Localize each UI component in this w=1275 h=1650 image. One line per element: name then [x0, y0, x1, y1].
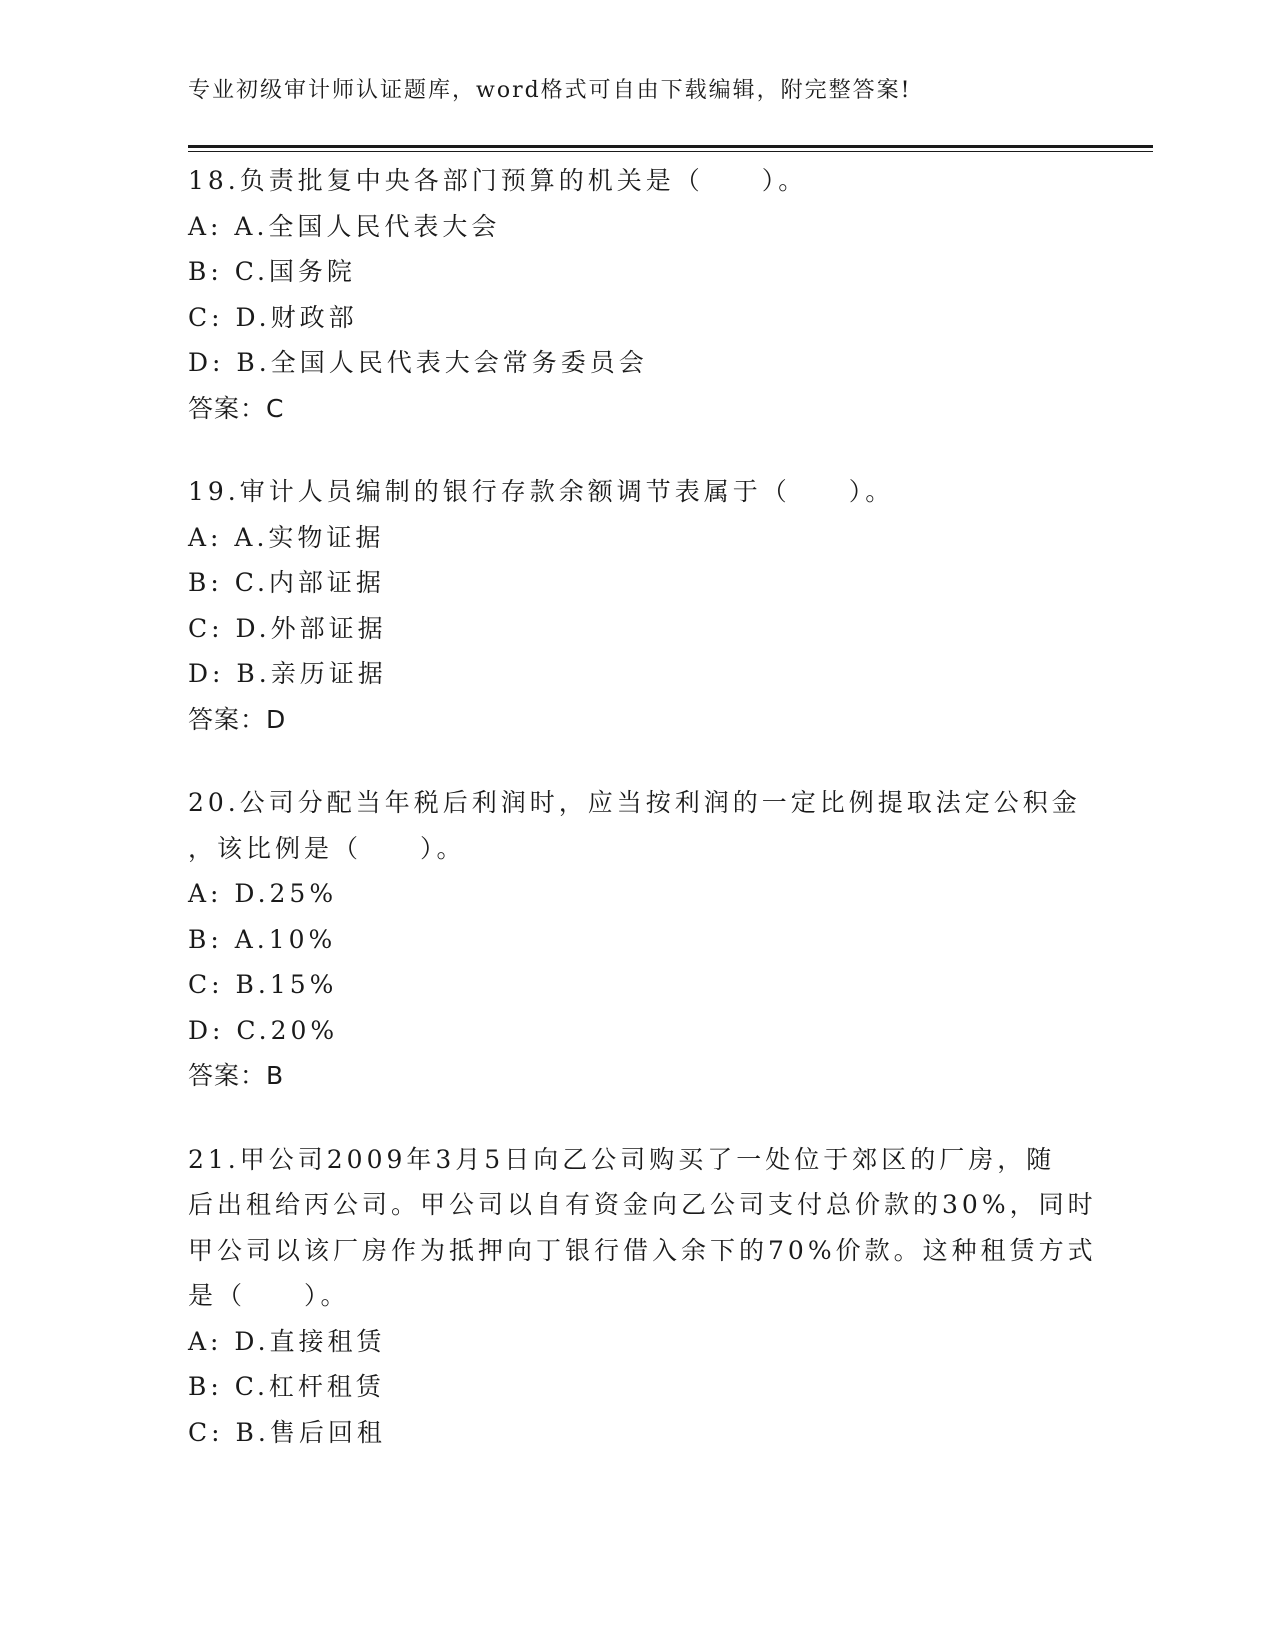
- option-d: D: C.20%: [188, 1015, 339, 1045]
- header-rule-thin: [188, 151, 1153, 152]
- option-b: B: C.内部证据: [188, 568, 385, 597]
- option-c: C: D.财政部: [188, 302, 358, 332]
- option-a: A: A.全国人民代表大会: [188, 211, 501, 241]
- question-stem-continued: ，该比例是（ ）。: [188, 833, 466, 863]
- option-c: C: B.15%: [188, 970, 338, 999]
- question-18: [188, 158, 1108, 431]
- answer-line: 答案：C: [188, 393, 285, 423]
- option-a: A: D.25%: [188, 879, 338, 908]
- question-21: [188, 1137, 1108, 1456]
- option-d: D: B.亲历证据: [188, 659, 387, 688]
- page-header: 专业初级审计师认证题库，word格式可自由下载编辑，附完整答案!: [188, 78, 912, 103]
- option-b: B: A.10%: [188, 924, 337, 954]
- question-20: [188, 780, 1108, 1099]
- answer-line: 答案：D: [188, 704, 287, 734]
- question-stem-continued: 是（ ）。: [188, 1281, 350, 1310]
- option-b: B: C.杠杆租赁: [188, 1372, 385, 1401]
- option-c: C: D.外部证据: [188, 613, 387, 643]
- question-stem: 20.公司分配当年税后利润时，应当按利润的一定比例提取法定公积金: [188, 788, 1081, 817]
- question-stem: 19.审计人员编制的银行存款余额调节表属于（ ）。: [188, 477, 895, 506]
- option-b: B: C.国务院: [188, 257, 356, 286]
- question-stem: 21.甲公司2009年3月5日向乙公司购买了一处位于郊区的厂房，随: [188, 1144, 1056, 1174]
- question-stem-continued: 后出租给丙公司。甲公司以自有资金向乙公司支付总价款的30%，同时: [188, 1190, 1097, 1219]
- option-a: A: A.实物证据: [188, 522, 385, 552]
- option-c: C: B.售后回租: [188, 1417, 386, 1447]
- option-d: D: B.全国人民代表大会常务委员会: [188, 348, 648, 377]
- question-list: [188, 158, 1108, 1493]
- question-stem-continued: 甲公司以该厂房作为抵押向丁银行借入余下的70%价款。这种租赁方式: [188, 1235, 1097, 1265]
- question-stem: 18.负责批复中央各部门预算的机关是（ ）。: [188, 166, 808, 195]
- question-19: [188, 469, 1108, 742]
- header-rule-thick: [188, 145, 1153, 148]
- option-a: A: D.直接租赁: [188, 1326, 386, 1356]
- answer-line: 答案：B: [188, 1061, 285, 1090]
